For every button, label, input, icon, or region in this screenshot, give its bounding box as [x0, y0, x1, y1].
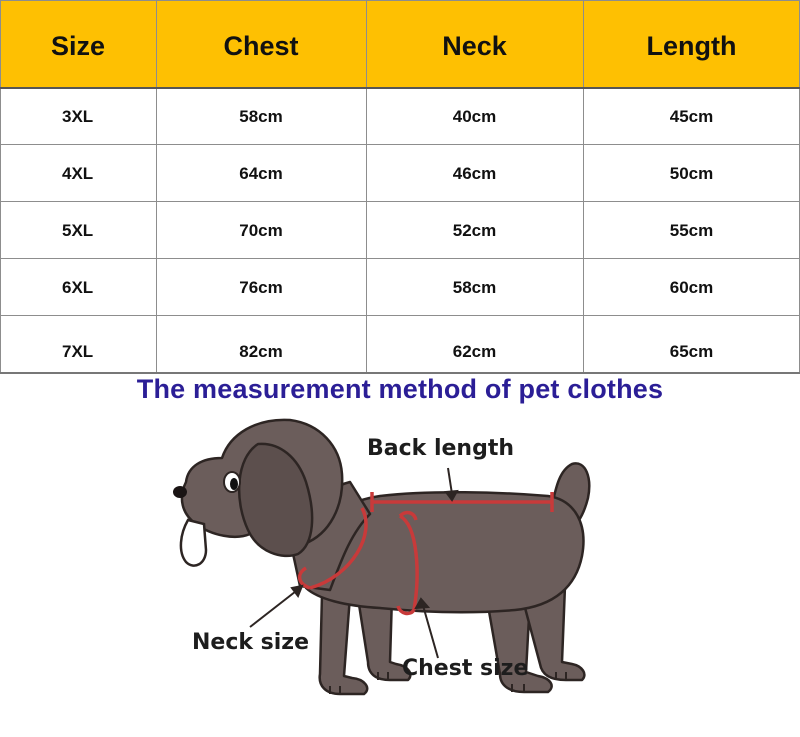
- header-length: [583, 0, 800, 87]
- cell-neck: 40cm: [452, 106, 497, 126]
- chest-size-label: Chest size: [402, 656, 529, 681]
- tongue-icon: [181, 520, 206, 566]
- table-cell: [583, 145, 800, 202]
- neck-size-label: Neck size: [192, 630, 310, 655]
- cell-length: 45cm: [669, 106, 714, 126]
- grid-line: [0, 144, 800, 145]
- cell-chest: 70cm: [239, 220, 283, 240]
- header-size: [0, 0, 156, 87]
- table-cell: [156, 316, 366, 372]
- cell-chest: 64cm: [239, 163, 283, 183]
- table-cell: [366, 202, 583, 259]
- grid-line: [366, 0, 367, 372]
- header-chest-label: Chest: [223, 31, 299, 61]
- cell-size: 6XL: [62, 277, 94, 297]
- cell-chest: 58cm: [239, 106, 283, 126]
- cell-length: 50cm: [669, 163, 714, 183]
- table-cell: [0, 88, 156, 145]
- table-cell: [156, 145, 366, 202]
- cell-length: 65cm: [669, 342, 714, 361]
- table-cell: [366, 88, 583, 145]
- nose-icon: [173, 486, 187, 498]
- table-cell: [366, 316, 583, 372]
- grid-line: [0, 258, 800, 259]
- table-cell: [366, 145, 583, 202]
- table-cell: [583, 202, 800, 259]
- grid-line: [0, 201, 800, 202]
- cell-neck: 62cm: [452, 342, 497, 361]
- grid-line: [156, 0, 157, 372]
- table-cell: [0, 145, 156, 202]
- grid-line: [0, 87, 800, 89]
- cell-neck: 58cm: [452, 277, 497, 297]
- table-cell: [583, 316, 800, 372]
- grid-line: [583, 0, 584, 372]
- table-cell: [366, 259, 583, 316]
- cell-neck: 46cm: [452, 163, 497, 183]
- header-chest: [156, 0, 366, 87]
- dog-diagram: [0, 374, 800, 737]
- cell-neck: 52cm: [452, 220, 497, 240]
- header-length-label: Length: [646, 31, 737, 61]
- header-neck-label: Neck: [442, 31, 507, 61]
- table-cell: [583, 259, 800, 316]
- cell-size: 4XL: [62, 163, 94, 183]
- grid-line: [0, 0, 800, 1]
- measurement-illustration: [0, 372, 800, 737]
- cell-size: 5XL: [62, 220, 94, 240]
- cell-chest: 76cm: [239, 277, 283, 297]
- table-cell: [156, 202, 366, 259]
- grid-line: [0, 315, 800, 316]
- table-cell: [156, 259, 366, 316]
- back-length-label: Back length: [367, 436, 514, 461]
- cell-chest: 82cm: [239, 342, 283, 361]
- cell-length: 55cm: [669, 220, 714, 240]
- table-cell: [156, 88, 366, 145]
- cell-length: 60cm: [669, 277, 714, 297]
- grid-line: [0, 0, 1, 372]
- table-cell: [0, 202, 156, 259]
- cell-size: 3XL: [62, 106, 94, 126]
- header-neck: [366, 0, 583, 87]
- table-cell: [0, 259, 156, 316]
- table-cell: [583, 88, 800, 145]
- table-cell: [0, 316, 156, 372]
- cell-size: 7XL: [62, 342, 94, 361]
- illustration-title: The measurement method of pet clothes: [136, 374, 664, 404]
- header-size-label: Size: [50, 31, 106, 61]
